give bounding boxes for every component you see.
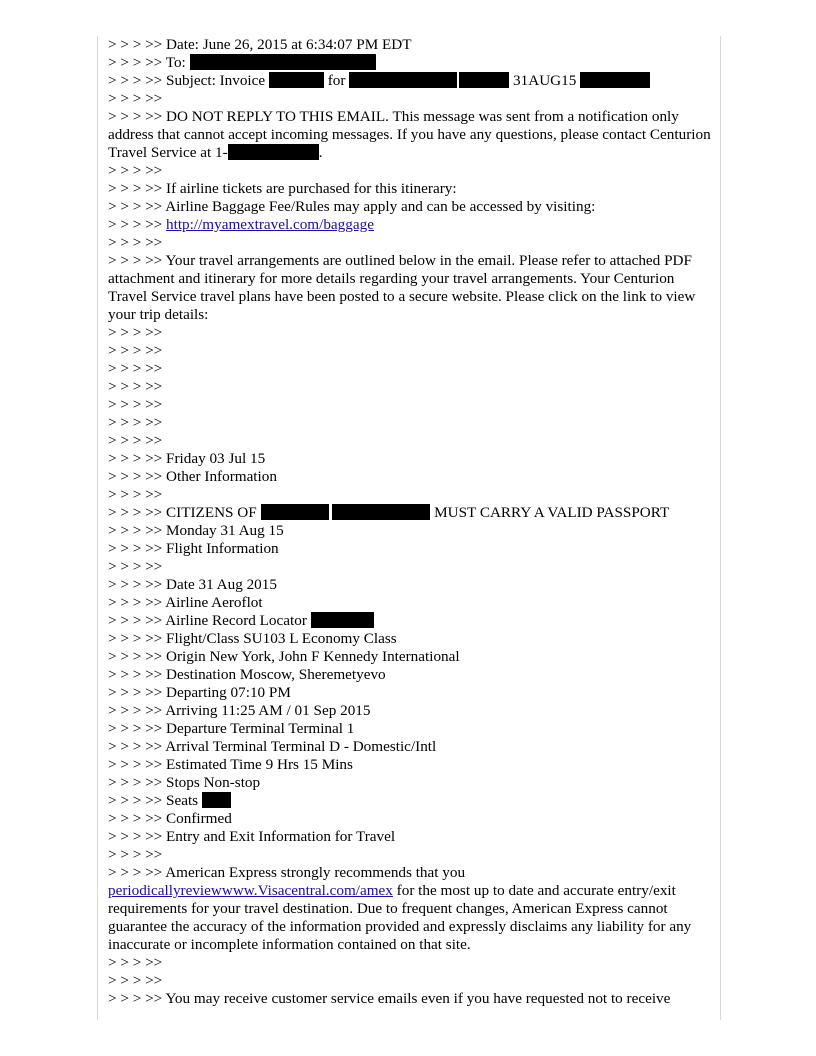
document-page bbox=[97, 36, 721, 1020]
redaction-block bbox=[459, 72, 509, 88]
passport-requirement: MUST CARRY A VALID PASSPORT bbox=[434, 504, 670, 521]
arrangements-text: Your travel arrangements are outlined below in the email. Please refer to attached PDF attachment and itinerary for more details regarding your travel arrangements. Your Centurion Travel Service travel plans have been posted to a secure website. Please click on the link to view your trip details: bbox=[108, 252, 696, 323]
quote-line: > > > >> bbox=[108, 342, 163, 359]
departure-terminal-line bbox=[108, 720, 712, 738]
quote-line: > > > >> bbox=[108, 432, 163, 449]
quote-prefix: > > > >> bbox=[108, 108, 163, 125]
flight-class: Flight/Class SU103 L Economy Class bbox=[166, 630, 397, 647]
arriving-line bbox=[108, 702, 712, 720]
redaction-block bbox=[228, 144, 319, 160]
quote-prefix: > > > >> bbox=[108, 738, 163, 755]
origin: Origin New York, John F Kennedy International bbox=[166, 648, 460, 665]
arrival-terminal: Arrival Terminal Terminal D - Domestic/Intl bbox=[165, 738, 437, 755]
quote-line: > > > >> bbox=[108, 324, 163, 341]
quote-prefix: > > > >> bbox=[108, 702, 163, 719]
quote-prefix: > > > >> bbox=[108, 540, 163, 557]
estimated-time: Estimated Time 9 Hrs 15 Mins bbox=[166, 756, 353, 773]
quote-prefix: > > > >> bbox=[108, 630, 163, 647]
baggage-link-line bbox=[108, 216, 712, 234]
notice-end: . bbox=[318, 144, 323, 161]
baggage-link[interactable]: http://myamextravel.com/baggage bbox=[166, 216, 374, 233]
airline-line bbox=[108, 594, 712, 612]
quote-line: > > > >> bbox=[108, 558, 163, 575]
flight-title: Flight Information bbox=[166, 540, 279, 557]
subject-for: for bbox=[327, 72, 346, 89]
quote-prefix: > > > >> bbox=[108, 774, 163, 791]
email-body bbox=[108, 36, 712, 1008]
quote-line: > > > >> bbox=[108, 846, 163, 863]
subject-label: Subject: Invoice bbox=[166, 72, 266, 89]
record-locator-label: Airline Record Locator bbox=[165, 612, 307, 629]
baggage-line-2 bbox=[108, 198, 712, 216]
quote-prefix: > > > >> bbox=[108, 648, 163, 665]
baggage-intro: If airline tickets are purchased for this itinerary: bbox=[166, 180, 457, 197]
quote-prefix: > > > >> bbox=[108, 180, 163, 197]
entry-title: Entry and Exit Information for Travel bbox=[166, 828, 396, 845]
arrangements-paragraph bbox=[108, 252, 712, 324]
quote-line: > > > >> bbox=[108, 90, 163, 107]
redaction-block bbox=[261, 504, 329, 520]
quote-prefix: > > > >> bbox=[108, 522, 163, 539]
entry-paragraph bbox=[108, 864, 712, 954]
notice-paragraph bbox=[108, 108, 712, 162]
quote-prefix: > > > >> bbox=[108, 450, 163, 467]
other-day: Friday 03 Jul 15 bbox=[166, 450, 266, 467]
quote-prefix: > > > >> bbox=[108, 594, 163, 611]
other-title: Other Information bbox=[166, 468, 277, 485]
other-day-line bbox=[108, 450, 712, 468]
date-line bbox=[108, 36, 712, 54]
arriving: Arriving 11:25 AM / 01 Sep 2015 bbox=[165, 702, 371, 719]
redaction-block bbox=[202, 792, 231, 808]
quote-prefix: > > > >> bbox=[108, 468, 163, 485]
subject-line bbox=[108, 72, 712, 90]
stops: Stops Non-stop bbox=[166, 774, 261, 791]
origin-line bbox=[108, 648, 712, 666]
flight-day-line bbox=[108, 522, 712, 540]
quote-prefix: > > > >> bbox=[108, 576, 163, 593]
redaction-block bbox=[580, 72, 650, 88]
entry-text-a: American Express strongly recommends that you bbox=[165, 864, 466, 881]
quote-prefix: > > > >> bbox=[108, 216, 163, 233]
quote-prefix: > > > >> bbox=[108, 720, 163, 737]
seats-line bbox=[108, 792, 712, 810]
to-label: To: bbox=[165, 54, 186, 71]
quote-line: > > > >> bbox=[108, 360, 163, 377]
quote-line: > > > >> bbox=[108, 954, 163, 971]
quote-prefix: > > > >> bbox=[108, 198, 163, 215]
confirmed-line bbox=[108, 810, 712, 828]
destination: Destination Moscow, Sheremetyevo bbox=[166, 666, 386, 683]
quote-line: > > > >> bbox=[108, 414, 163, 431]
entry-title-line bbox=[108, 828, 712, 846]
redaction-block bbox=[269, 72, 324, 88]
quote-prefix: > > > >> bbox=[108, 612, 163, 629]
quote-prefix: > > > >> bbox=[108, 504, 163, 521]
to-line bbox=[108, 54, 712, 72]
quote-prefix: > > > >> bbox=[108, 990, 163, 1007]
redaction-block bbox=[311, 612, 374, 628]
quote-line: > > > >> bbox=[108, 486, 163, 503]
subject-date: 31AUG15 bbox=[513, 72, 577, 89]
quote-line: > > > >> bbox=[108, 234, 163, 251]
quote-line: > > > >> bbox=[108, 378, 163, 395]
departure-terminal: Departure Terminal Terminal 1 bbox=[166, 720, 355, 737]
airline: Airline Aeroflot bbox=[165, 594, 263, 611]
quote-prefix: > > > >> bbox=[108, 864, 163, 881]
flight-date: Date 31 Aug 2015 bbox=[166, 576, 277, 593]
destination-line bbox=[108, 666, 712, 684]
footer-line bbox=[108, 990, 712, 1008]
flight-date-line bbox=[108, 576, 712, 594]
email-date: Date: June 26, 2015 at 6:34:07 PM EDT bbox=[166, 36, 412, 53]
quote-prefix: > > > >> bbox=[108, 36, 163, 53]
redaction-block bbox=[332, 504, 430, 520]
flight-class-line bbox=[108, 630, 712, 648]
seats-label: Seats bbox=[166, 792, 199, 809]
confirmed-status: Confirmed bbox=[166, 810, 232, 827]
stops-line bbox=[108, 774, 712, 792]
locator-line bbox=[108, 612, 712, 630]
departing-line bbox=[108, 684, 712, 702]
quote-line: > > > >> bbox=[108, 162, 163, 179]
entry-text-b: for the most up to date and accurate entry/exit requirements for your travel destination. Due to frequent changes, American Express cannot guarantee the accuracy of the information provided and expressly disclaims any liability for any inaccurate or incomplete information contained on that site. bbox=[108, 882, 692, 953]
quote-line: > > > >> bbox=[108, 396, 163, 413]
quote-prefix: > > > >> bbox=[108, 72, 163, 89]
citizens-line bbox=[108, 504, 712, 522]
notice-text: DO NOT REPLY TO THIS EMAIL. This message was sent from a notification only address that cannot accept incoming messages. If you have any questions, please contact Centurion Travel Service at 1- bbox=[108, 108, 711, 161]
quote-prefix: > > > >> bbox=[108, 54, 163, 71]
estimated-time-line bbox=[108, 756, 712, 774]
flight-title-line bbox=[108, 540, 712, 558]
baggage-rules: Airline Baggage Fee/Rules may apply and can be accessed by visiting: bbox=[165, 198, 596, 215]
arrival-terminal-line bbox=[108, 738, 712, 756]
quote-prefix: > > > >> bbox=[108, 666, 163, 683]
footer-text: You may receive customer service emails even if you have requested not to receive bbox=[165, 990, 671, 1007]
quote-prefix: > > > >> bbox=[108, 792, 163, 809]
quote-prefix: > > > >> bbox=[108, 756, 163, 773]
flight-day: Monday 31 Aug 15 bbox=[166, 522, 284, 539]
quote-prefix: > > > >> bbox=[108, 252, 163, 269]
quote-prefix: > > > >> bbox=[108, 828, 163, 845]
visacentral-link[interactable]: periodicallyreviewwww.Visacentral.com/amex bbox=[108, 882, 393, 899]
redaction-block bbox=[190, 54, 376, 70]
redaction-block bbox=[349, 72, 457, 88]
other-title-line bbox=[108, 468, 712, 486]
departing: Departing 07:10 PM bbox=[166, 684, 291, 701]
citizens-label: CITIZENS OF bbox=[166, 504, 257, 521]
quote-line: > > > >> bbox=[108, 972, 163, 989]
baggage-line-1 bbox=[108, 180, 712, 198]
quote-prefix: > > > >> bbox=[108, 810, 163, 827]
quote-prefix: > > > >> bbox=[108, 684, 163, 701]
